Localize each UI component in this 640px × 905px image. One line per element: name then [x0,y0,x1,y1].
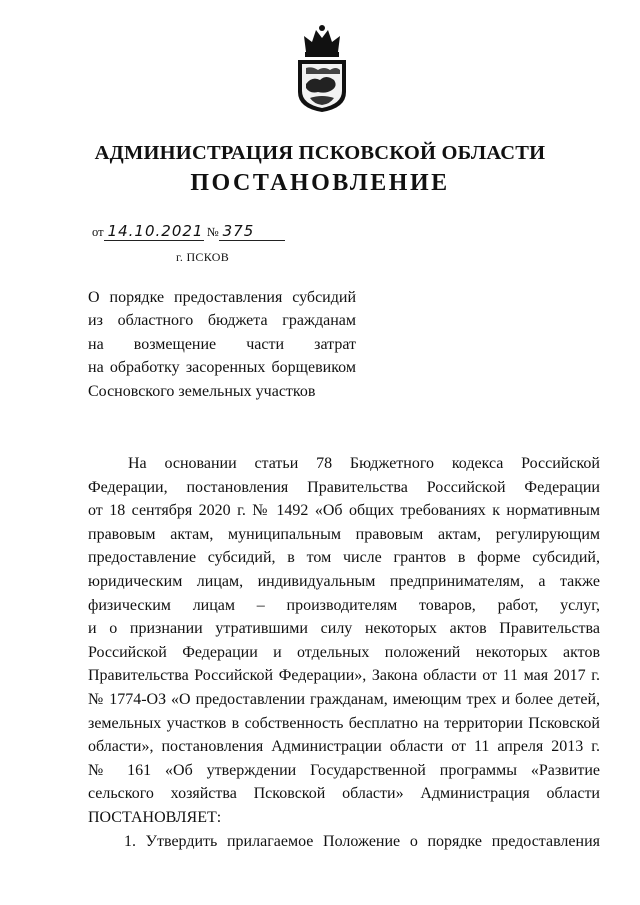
body-line: Федерации, постановления Правительства Российской Федерации [88,478,600,496]
body-line: юридическим лицам, индивидуальным предпринимателям, а также [88,572,600,590]
body-line: и о признании утратившими силу некоторых актов Правительства [88,620,600,638]
date-number-line [92,222,285,241]
city: г. ПСКОВ [176,250,230,264]
document-subject [88,286,356,403]
body-line: 1. Утвердить прилагаемое Положение о порядке предоставления [124,832,600,850]
organization-title: АДМИНИСТРАЦИЯ ПСКОВСКОЙ ОБЛАСТИ [94,142,546,164]
subject-line: Сосновского земельных участков [88,382,316,400]
body-line: сельского хозяйства Псковской области» Администрация области [88,785,600,803]
body-line: области», постановления Администрации области от 11 апреля 2013 г. [88,738,600,756]
document-number: 375 [219,222,285,241]
pskov-coat-of-arms-icon [292,22,352,114]
body-line: № 1774-ОЗ «О предоставлении гражданам, имеющим трех и более детей, [88,690,600,708]
body-line: ПОСТАНОВЛЯЕТ: [88,808,222,826]
subject-line: на возмещение части затрат [88,335,356,353]
body-line: от 18 сентября 2020 г. № 1492 «Об общих требованиях к нормативным [88,502,600,520]
body-line: предоставление субсидий, в том числе грантов в форме субсидий, [88,549,600,567]
body-line: На основании статьи 78 Бюджетного кодекса Российской [128,455,600,472]
document-body [88,452,600,853]
body-line: правовым актам, муниципальным правовым актам, регулирующим [88,525,600,543]
date-prefix: от [92,225,104,239]
subject-line: из областного бюджета гражданам [88,312,356,330]
subject-line: О порядке предоставления субсидий [88,289,356,306]
body-line: Российской Федерации и отдельных положений некоторых актов [88,643,600,661]
document-date: 14.10.2021 [104,222,204,241]
body-line: № 161 «Об утверждении Государственной программы «Развитие [88,761,600,779]
document-type: ПОСТАНОВЛЕНИЕ [190,170,450,196]
body-line: физическим лицам – производителям товаров, работ, услуг, [88,596,600,614]
number-prefix: № [206,225,219,239]
subject-line: на обработку засоренных борщевиком [88,359,356,377]
body-line: земельных участков в собственность бесплатно на территории Псковской [88,714,600,732]
body-line: Правительства Российской Федерации», Закона области от 11 мая 2017 г. [88,667,600,685]
